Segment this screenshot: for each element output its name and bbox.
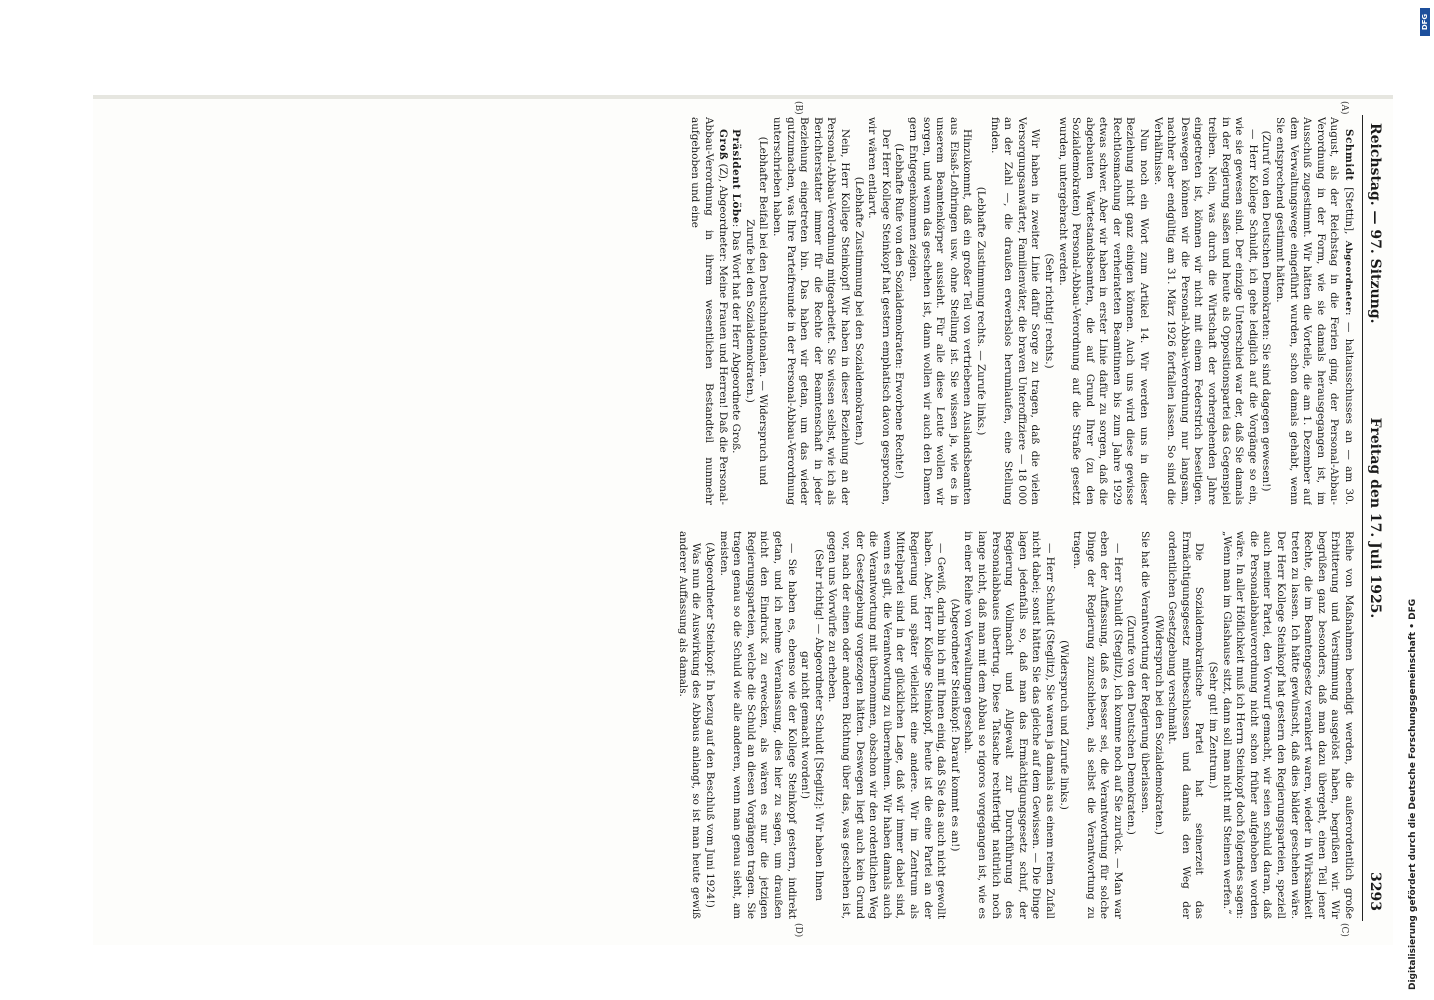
speaker-suffix: (Z), Abgeordneter: <box>716 160 729 266</box>
paragraph-text: Reihe von Maßnahmen beendigt werden, die außerordentlich große Erbitterung und Verstimmung ausgelöst haben, begrüßen wir. Wir begrüßen ganz besonders, daß man dazu übergeht, einen Teil jener Rechte, die im Beamtengesetz verankert waren, wieder in Wirksamkeit treten zu lassen. Ich hätte gewünscht, daß dies bälder geschehen wäre. Der Herr Kollege Steinkopf hat gestern den Regierungsparteien, speziell auch meiner Partei, den Vorwurf gemacht, wir seien schuld daran, daß die Personalabbauverordnung nicht schon früher aufgehoben worden wäre. In aller Höflichkeit muß ich Herrn Steinkopf doch folgendes sagen: „Wenn man im Glashause sitzt, dann soll man nicht mit Steinen werfen.“ <box>1220 531 1355 919</box>
paragraph-text: — Herr Kollege Schuldt, ich gehe lediglich auf die Vorgänge so ein, wie sie gewesen sind. Der einzige Unterschied war der, daß Sie damals in der Regierung saßen und heute als Oppositionspartei das Gegenspiel treiben. Nein, was durch die Wirtschaft der vorhergehenden Jahre eingetreten ist, können wir nicht mit einem Federstrich beseitigen. Deswegen können wir die Personal-Abbau-Verordnung nur langsam, nachher aber endgültig am 31. März 1926 fortfallen lassen. So sind die Verhältnisse. <box>1151 117 1259 505</box>
interjection: (Sehr gut! im Zentrum.) <box>1207 661 1220 789</box>
interjection: (Lebhafter Beifall bei den Deutschnationalen. — Widerspruch und Zurufe bei den Sozialdemokraten.) <box>743 136 770 486</box>
paragraph <box>675 531 702 919</box>
paragraph <box>1150 117 1259 505</box>
interjection: (Abgeordneter Steinkopf: Darauf kommt es an!) <box>948 598 961 852</box>
paragraph <box>729 117 743 505</box>
paragraph-text: Nein, Herr Kollege Steinkopf! Wir haben in dieser Beziehung an der Personal-Abbau-Verordnung mitgearbeitet. Sie wissen selbst, wie ich als Berichterstatter immer für die Rechte der Beamtenschaft in jeder Beziehung eingetreten bin. Das haben wir getan, um das wieder gutzumachen, was Ihre Parteifreunde in der Personal-Abbau-Verordnung unterschrieben haben. <box>771 117 852 505</box>
paragraph-text: — haltausschusses an — am 30. August, als der Reichstag in die Ferien ging, der Personal-Abbau-Verordnung in der Form, wie sie damals herausgegangen ist, im Ausschuß zugestimmt. Wir hätten die Vorteile, die am 1. Dezember auf dem Verwaltungswege eingeführt wurden, schon damals gehabt, wenn Sie entsprechend gestimmt hätten. <box>1274 117 1355 505</box>
dfg-logo <box>1420 8 1430 36</box>
header-date: Freitag den 17. Juli 1925. <box>1367 417 1383 619</box>
interjection: (Abgeordneter Steinkopf: In bezug auf den Beschluß vom Juni 1924!) <box>704 542 717 908</box>
margin-mark-c: (C) <box>1339 923 1349 937</box>
interjection: (Zurufe von den Deutschen Demokraten.) <box>1125 615 1138 835</box>
paragraph <box>1165 531 1206 919</box>
dfg-logo-text: DFG <box>1421 13 1429 31</box>
paragraph-text: Wir haben in zweiter Linie dafür Sorge zu tragen, daß die vielen Versorgungsanwärter, Familienväter, die braven Unteroffiziere — 18 000 an der Zahl —, die draußen erwerbslos herumlaufen, eine Stellung finden. <box>988 117 1042 505</box>
paragraph <box>688 117 729 505</box>
paragraph <box>1272 117 1355 505</box>
speaker-suffix: [Stettin], <box>1343 180 1355 241</box>
interjection: (Widerspruch bei den Sozialdemokraten.) <box>1152 615 1165 835</box>
paragraph <box>1138 531 1152 919</box>
page-header <box>1362 115 1387 921</box>
paragraph <box>769 117 851 505</box>
margin-mark-d: (D) <box>793 923 803 938</box>
paragraph <box>905 117 973 505</box>
paragraph-text: Der Herr Kollege Steinkopf hat gestern emphatisch davon gesprochen, wir wären entlarvt. <box>866 117 892 505</box>
interjection: (Lebhafte Zustimmung bei den Sozialdemokraten.) <box>852 176 865 446</box>
interjection: (Zuruf von den Deutschen Demokraten: Sie sind dagegen gewesen!) <box>1260 130 1273 492</box>
paragraph <box>961 531 1056 919</box>
paragraph-text: Was nun die Auswirkung des Abbaus anlangt, so ist man heute gewiß anderer Auffassung als damals. <box>676 531 703 919</box>
interjection: (Lebhafte Rufe von den Sozialdemokraten: Erworbene Rechte!) <box>893 143 906 479</box>
interjection: (Sehr richtig! — Abgeordneter Schuldt [Steglitz]: Wir haben Ihnen gar nicht gemacht worden!) <box>799 549 825 901</box>
speaker-suffix: : <box>730 223 743 231</box>
interjection: (Lebhafte Zustimmung rechts. — Zurufe links.) <box>974 186 987 436</box>
interjection: (Sehr richtig! rechts.) <box>1042 253 1055 369</box>
paragraph-text: Hinzukommt, daß ein großer Teil von vertriebenen Auslandsbeamten aus Elsaß-Lothringen usw. ohne Stellung ist. Sie wissen ja, wie es in unserem Beamtenkörper aussieht. Für alle diese Leute wollen wir sorgen, und wenn das geschehen ist, dann wollen wir auch den Damen gern Entgegenkommen zeigen. <box>907 117 974 505</box>
paragraph-text: — Gewiß, darin bin ich mit Ihnen einig, daß Sie das auch nicht gewollt haben. Aber, Herr Kollege Steinkopf, heute ist die eine Partei an der Regierung und später vielleicht eine andere. Wir im Zentrum als Mittelpartei sind in der glücklichen Lage, daß wir immer dabei sind, wenn es gilt, die Verantwortung zu übernehmen. Wir haben damals auch die Verantwortung mit übernommen, obschon wir den ordentlichen Weg der Gesetzgebung vorgezogen hätten. Deswegen liegt auch kein Grund vor, nach der einen oder anderen Richtung über das, was geschehen ist, gegen uns Vorwürfe zu erheben. <box>826 531 948 919</box>
paragraph <box>825 531 947 919</box>
paragraph-text: Nun noch ein Wort zum Artikel 14. Wir werden uns in dieser Beziehung nicht ganz einigen können. Auch uns wird diese gewisse Rechtlosmachung der verheirateten Beamtinnen bis zum Jahre 1929 etwas schwer. Aber wir haben in erster Linie dafür zu sorgen, daß die abgebauten Wartestandsbeamten, die auf Grund Ihrer (zu den Sozialdemokraten) Personal-Abbau-Verordnung auf die Straße gesetzt wurden, untergebracht werden. <box>1056 117 1151 505</box>
page-number: 3293 <box>1367 872 1383 911</box>
digitization-credit: Digitalisierung gefördert durch die Deutsche Forschungsgemeinschaft • DFG <box>1408 598 1418 990</box>
speaker-name: Schmidt <box>1343 129 1355 181</box>
paragraph-text: Das Wort hat der Herr Abgeordnete Groß. <box>730 230 743 454</box>
paragraph-text: — Herr Schuldt (Steglitz), Sie waren ja damals aus einem reinen Zufall nicht dabei; sonst hätten Sie das gleiche auf dem Gewissen. — Die Dinge lagen jedenfalls so, daß man das Ermächtigungsgesetz schuf, der Regierung Vollmacht und Allgewalt zur Durchführung des Personalabbaues übertrug. Diese Tatsache rechtfertigt natürlich noch lange nicht, daß man mit dem Abbau so rigoros vorgegangen ist, wie es in einer Reihe von Verwaltungen geschah. <box>962 531 1056 919</box>
paragraph <box>987 117 1041 505</box>
paragraph-text: Sie hat die Verantwortung der Regierung überlassen. <box>1139 531 1152 814</box>
speaker-name: Groß <box>716 129 729 161</box>
paragraph <box>1070 531 1124 919</box>
paragraph <box>1219 531 1355 919</box>
interjection: (Widerspruch und Zurufe links.) <box>1057 640 1070 810</box>
text-column-left <box>113 117 1355 505</box>
paragraph-text: — Herr Schuldt (Steglitz), ich komme noch auf Sie zurück. — Man war eben der Auffassung, daß es besser sei, die Verantwortung für solche Dinge der Regierung zuzuschieben, als selbst die Verantwortung zu tragen. <box>1071 531 1124 919</box>
paragraph-text: Meine Frauen und Herren! Daß die Personal-Abbau-Verordnung in ihrem wesentlichen Bestandteil nunmehr aufgehoben und eine <box>689 117 729 505</box>
document-page <box>93 95 1393 945</box>
speaker-role: Abgeordneter: <box>1343 240 1353 316</box>
margin-mark-a: (A) <box>1339 101 1349 115</box>
paragraph <box>865 117 892 505</box>
text-column-right <box>113 531 1355 919</box>
margin-mark-b: (B) <box>793 101 803 115</box>
paragraph-text: Die Sozialdemokratische Partei hat seinerzeit das Ermächtigungsgesetz mitbeschlossen und damals den Weg der ordentlichen Gesetzgebung verschmäht. <box>1166 531 1206 919</box>
paragraph <box>716 531 798 919</box>
paragraph <box>1055 117 1150 505</box>
header-left: Reichstag. — 97. Sitzung. <box>1367 123 1383 324</box>
speaker-name: Präsident Löbe <box>730 129 743 224</box>
scan-edge <box>93 95 1393 99</box>
paragraph-text: — Sie haben es, ebenso wie der Kollege Steinkopf gestern, indirekt getan, und ich nehme Veranlassung, dies hier zu sagen, um draußen nicht den Eindruck zu erwecken, als wären es nur die jetzigen Regierungsparteien, welche die Schuld an diesen Vorgängen tragen. Sie tragen genau so die Schuld wie alle anderen, wenn man genau sieht, am meisten. <box>717 531 798 919</box>
